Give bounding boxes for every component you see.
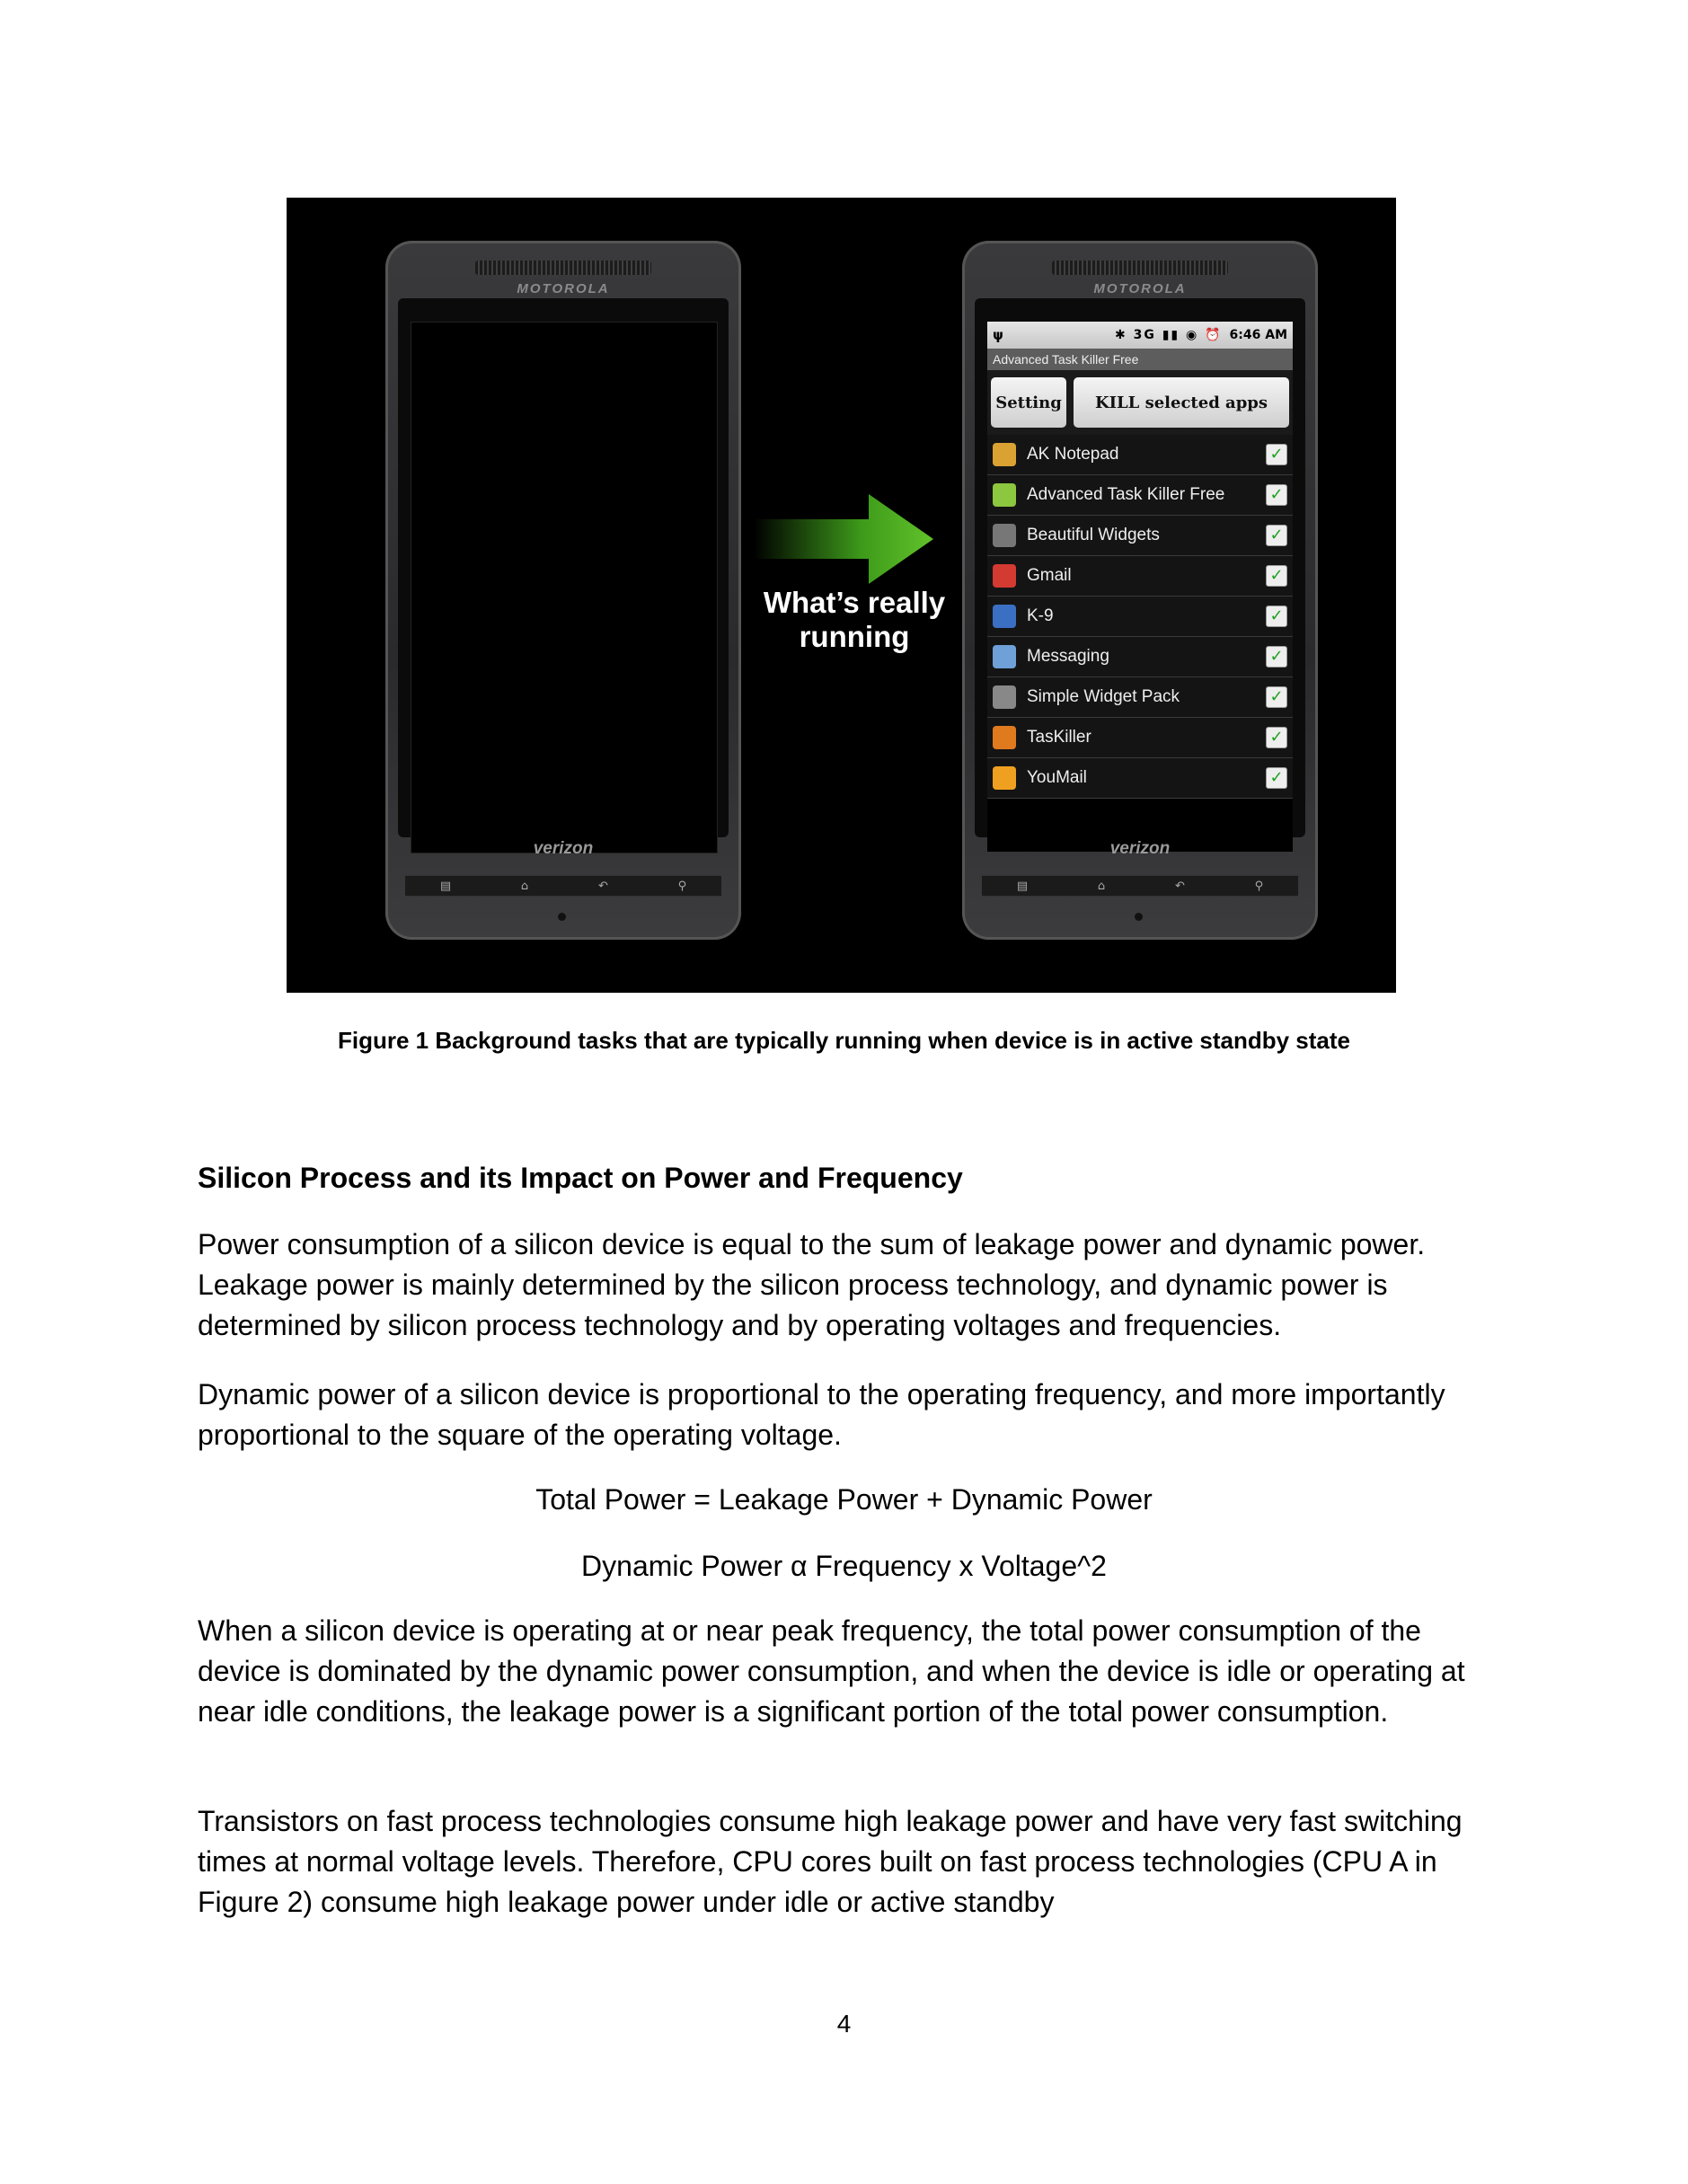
phone-speaker bbox=[475, 261, 651, 275]
app-title: Advanced Task Killer Free bbox=[987, 349, 1293, 370]
list-item[interactable] bbox=[987, 516, 1293, 556]
list-item[interactable] bbox=[987, 718, 1293, 758]
app-name: Advanced Task Killer Free bbox=[1027, 485, 1225, 504]
app-name: YouMail bbox=[1027, 768, 1087, 787]
status-time: 6:46 AM bbox=[1229, 328, 1287, 342]
app-icon bbox=[993, 483, 1016, 507]
usb-icon: ψ bbox=[993, 327, 1003, 343]
app-icon bbox=[993, 605, 1016, 628]
paragraph: Dynamic power of a silicon device is proportional to the operating frequency, and more importantly proportional to the square of the operating voltage. bbox=[198, 1378, 1445, 1451]
checkbox-checked-icon[interactable]: ✓ bbox=[1266, 686, 1287, 708]
phone-brand-logo: MOTOROLA bbox=[517, 281, 610, 296]
list-item[interactable] bbox=[987, 677, 1293, 718]
checkbox-checked-icon[interactable]: ✓ bbox=[1266, 727, 1287, 748]
carrier-logo: verizon bbox=[1109, 839, 1171, 858]
app-name: Beautiful Widgets bbox=[1027, 526, 1160, 544]
carrier-logo: verizon bbox=[533, 839, 594, 858]
phone-speaker bbox=[1052, 261, 1228, 275]
app-list bbox=[987, 435, 1293, 799]
app-name: TasKiller bbox=[1027, 728, 1091, 747]
menu-icon: ▤ bbox=[439, 879, 452, 893]
phone-nav-bar bbox=[982, 875, 1298, 897]
home-icon: ⌂ bbox=[520, 879, 529, 893]
home-icon: ⌂ bbox=[1097, 879, 1106, 893]
list-item[interactable] bbox=[987, 556, 1293, 597]
equation: Dynamic Power α Frequency x Voltage^2 bbox=[581, 1550, 1107, 1582]
search-icon: ⚲ bbox=[677, 879, 687, 893]
checkbox-checked-icon[interactable]: ✓ bbox=[1266, 565, 1287, 587]
menu-icon: ▤ bbox=[1016, 879, 1029, 893]
checkbox-checked-icon[interactable]: ✓ bbox=[1266, 525, 1287, 546]
app-icon bbox=[993, 766, 1016, 790]
list-item[interactable] bbox=[987, 475, 1293, 516]
paragraph: Power consumption of a silicon device is equal to the sum of leakage power and dynamic power. Leakage power is mainly determined by the silicon process technology, and dynamic power is determined by silicon process technology and by operating voltages and frequencies. bbox=[198, 1228, 1426, 1341]
search-icon: ⚲ bbox=[1254, 879, 1264, 893]
phone-bezel bbox=[975, 298, 1305, 837]
status-icons: ✱ 3G ▮▮ ◉ ⏰ bbox=[1115, 328, 1223, 342]
checkbox-checked-icon[interactable]: ✓ bbox=[1266, 767, 1287, 789]
phone-brand-logo: MOTOROLA bbox=[1093, 281, 1187, 296]
back-icon: ↶ bbox=[597, 879, 608, 893]
arrow-icon bbox=[754, 494, 933, 584]
app-icon bbox=[993, 726, 1016, 749]
list-item[interactable] bbox=[987, 758, 1293, 799]
app-icon bbox=[993, 524, 1016, 547]
app-name: Messaging bbox=[1027, 647, 1109, 666]
figure-1-image bbox=[287, 198, 1396, 993]
action-bar bbox=[987, 370, 1293, 435]
checkbox-checked-icon[interactable]: ✓ bbox=[1266, 646, 1287, 668]
checkbox-checked-icon[interactable]: ✓ bbox=[1266, 606, 1287, 627]
section-heading: Silicon Process and its Impact on Power and Frequency bbox=[198, 1162, 963, 1194]
phone-nav-bar bbox=[405, 875, 721, 897]
app-icon bbox=[993, 443, 1016, 466]
setting-button[interactable]: Setting bbox=[991, 377, 1066, 428]
paragraph: Transistors on fast process technologies consume high leakage power and have very fast switching times at normal voltage levels. Therefore, CPU cores built on fast process technologies (CPU A in Figure 2) consume high leakage power under idle or active standby bbox=[198, 1805, 1463, 1918]
app-icon bbox=[993, 564, 1016, 588]
phone-task-killer bbox=[962, 241, 1318, 940]
checkbox-checked-icon[interactable]: ✓ bbox=[1266, 484, 1287, 506]
paragraph: When a silicon device is operating at or near peak frequency, the total power consumption of the device is dominated by the dynamic power consumption, and when the device is idle or operating at near idle conditions, the leakage power is a significant portion of the total power consumption. bbox=[198, 1614, 1465, 1728]
equation: Total Power = Leakage Power + Dynamic Power bbox=[535, 1483, 1153, 1516]
list-item[interactable] bbox=[987, 597, 1293, 637]
phone-sensor bbox=[558, 913, 566, 921]
phone-screen-off bbox=[385, 241, 741, 940]
phone-bezel bbox=[398, 298, 729, 837]
app-name: K-9 bbox=[1027, 606, 1054, 625]
task-killer-screen bbox=[987, 322, 1293, 852]
app-name: Simple Widget Pack bbox=[1027, 687, 1180, 706]
status-bar bbox=[987, 322, 1293, 349]
back-icon: ↶ bbox=[1174, 879, 1185, 893]
app-icon bbox=[993, 645, 1016, 668]
app-icon bbox=[993, 685, 1016, 709]
app-name: AK Notepad bbox=[1027, 445, 1119, 464]
page-number: 4 bbox=[836, 2010, 852, 2038]
phone-sensor bbox=[1135, 913, 1143, 921]
blank-screen bbox=[411, 322, 718, 853]
app-name: Gmail bbox=[1027, 566, 1072, 585]
arrow-label: What’s really running bbox=[763, 586, 946, 653]
kill-selected-apps-button[interactable]: KILL selected apps bbox=[1074, 377, 1289, 428]
figure-caption: Figure 1 Background tasks that are typically running when device is in active standby state bbox=[337, 1027, 1350, 1054]
list-item[interactable] bbox=[987, 637, 1293, 677]
checkbox-checked-icon[interactable]: ✓ bbox=[1266, 444, 1287, 465]
list-item[interactable] bbox=[987, 435, 1293, 475]
